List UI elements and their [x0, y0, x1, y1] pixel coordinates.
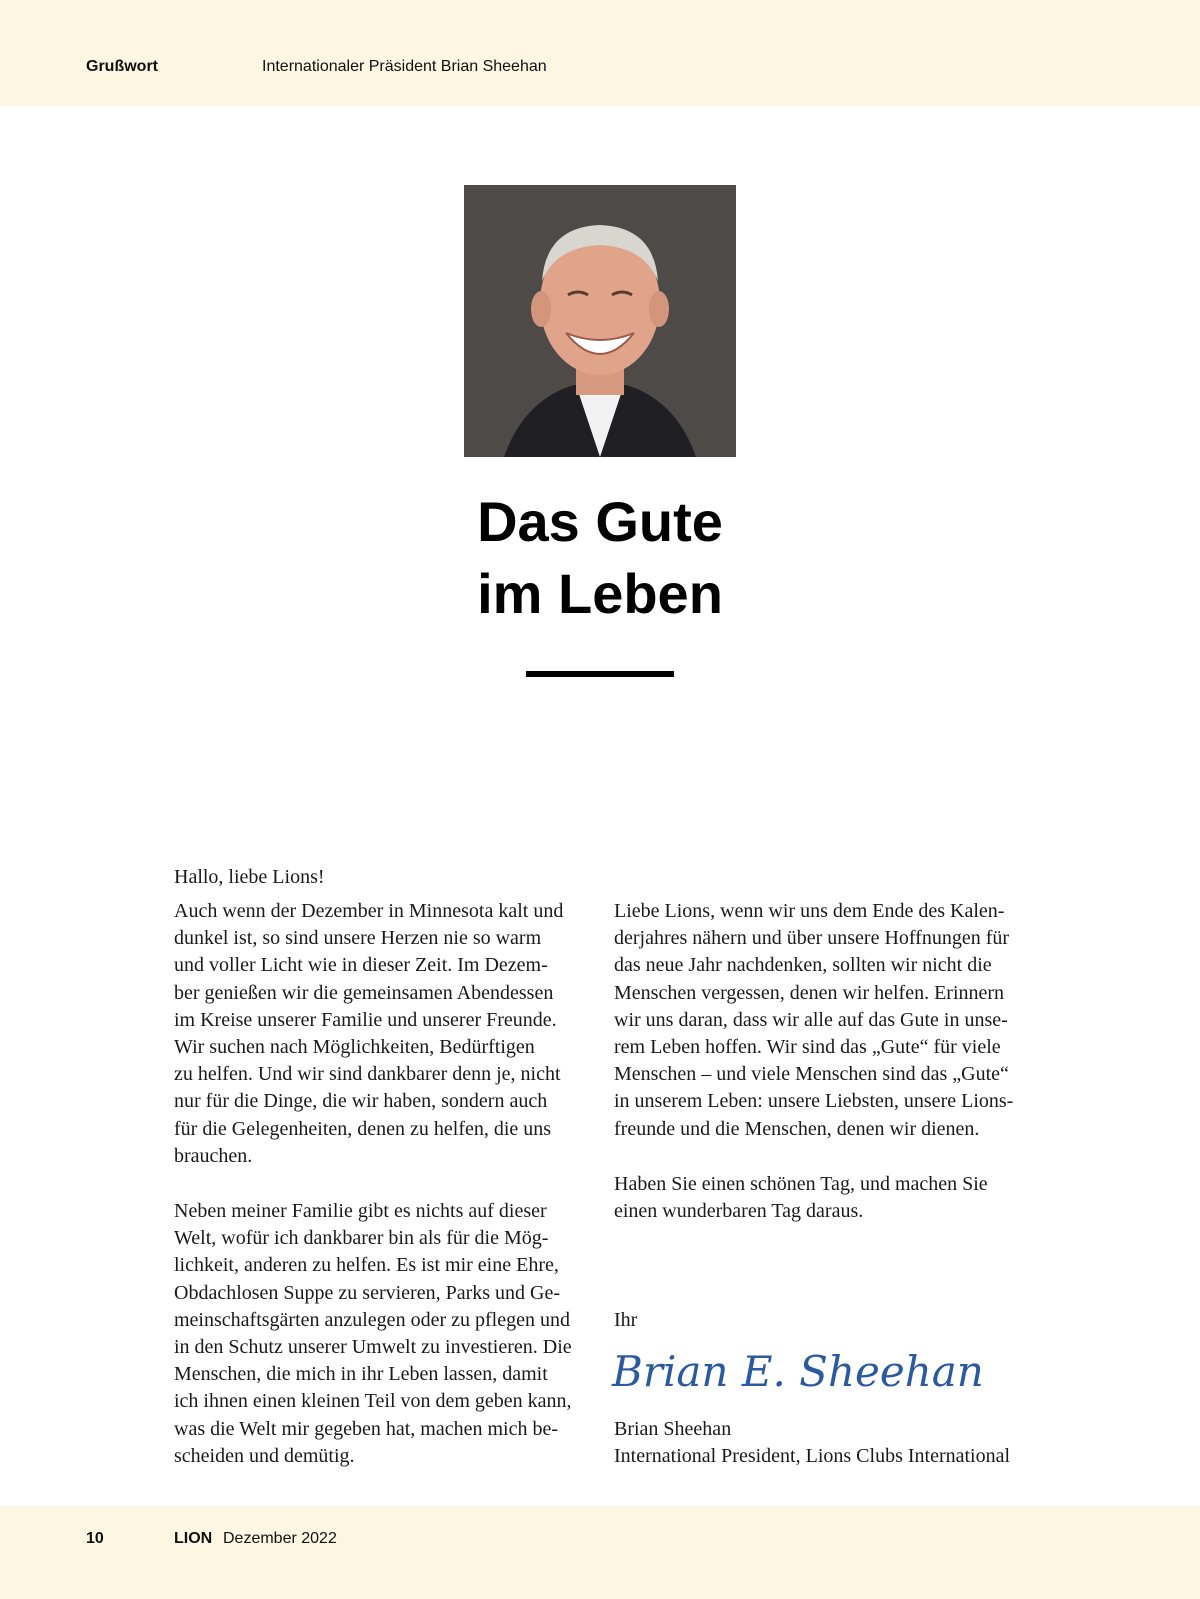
header-subtitle: Internationaler Präsident Brian Sheehan: [262, 58, 547, 75]
letter-paragraph-3: Liebe Lions, wenn wir uns dem Ende des Kalen- derjahres nähern und über unsere Hoffnungen für das neue Jahr nachdenken, sollten wir nicht die Menschen vergessen, denen wir helfen. Erinnern wir uns daran, dass wir alle auf das Gute in unse- rem Leben hoffen. Wir sind das „Gute“ für viele Menschen – und viele Menschen sind das „Gute“ in unserem Leben: unsere Liebsten, unsere Lions- freunde und die Menschen, denen wir dienen.: [614, 900, 1014, 1140]
signer-name: Brian Sheehan: [614, 1418, 732, 1440]
issue-date: Dezember 2022: [223, 1530, 337, 1547]
header-band: [0, 0, 1200, 106]
signer-role: International President, Lions Clubs International: [614, 1445, 1011, 1467]
page-number: 10: [86, 1530, 104, 1547]
footer-band: [0, 1506, 1200, 1599]
letter-closing: Ihr: [614, 1309, 638, 1331]
handwritten-signature: [610, 1342, 984, 1402]
magazine-name: LION: [174, 1530, 213, 1547]
article-title: [300, 486, 900, 630]
title-divider: [526, 671, 674, 677]
letter-greeting: Hallo, liebe Lions!: [174, 866, 325, 888]
letter-paragraph-2: Neben meiner Familie gibt es nichts auf dieser Welt, wofür ich dankbarer bin als für die Mög- lichkeit, anderen zu helfen. Es ist mir eine Ehre, Obdachlosen Suppe zu servieren, Parks und Ge- meinschaftsgärten anzulegen oder zu pflegen und in den Schutz unserer Umwelt zu investieren. Die Menschen, die mich in ihr Leben lassen, damit ich ihnen einen kleinen Teil von dem geben kann, was die Welt mir gegeben hat, machen mich be- scheiden und demütig.: [174, 1200, 572, 1467]
portrait-illustration: [464, 185, 736, 457]
title-line-1: Das Gute: [477, 490, 723, 553]
signature-text: Brian E. Sheehan: [612, 1347, 984, 1396]
title-line-2: im Leben: [477, 562, 723, 625]
portrait-photo: [464, 185, 736, 457]
letter-paragraph-4: Haben Sie einen schönen Tag, und machen Sie einen wunderbaren Tag daraus.: [614, 1173, 988, 1223]
section-label: Grußwort: [86, 58, 158, 75]
letter-paragraph-1: Auch wenn der Dezember in Minnesota kalt und dunkel ist, so sind unsere Herzen nie so warm und voller Licht wie in dieser Zeit. Im Dezem- ber genießen wir die gemeinsamen Abendessen im Kreise unserer Familie und unserer Freunde. Wir suchen nach Möglichkeiten, Bedürftigen zu helfen. Und wir sind dankbarer denn je, nicht nur für die Dinge, die wir haben, sondern auch für die Gelegenheiten, denen zu helfen, die uns brauchen.: [174, 900, 564, 1167]
